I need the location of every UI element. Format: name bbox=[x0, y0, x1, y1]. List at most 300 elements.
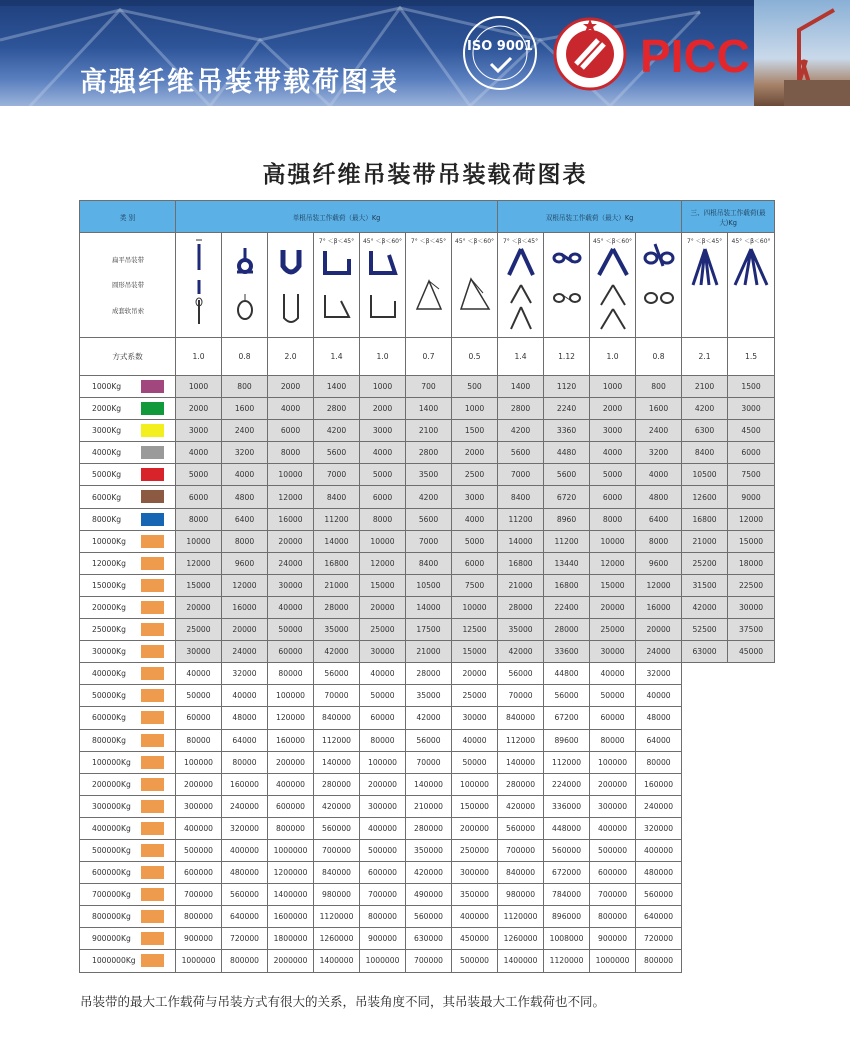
value-cell: 8400 bbox=[682, 442, 728, 464]
value-cell: 140000 bbox=[498, 751, 544, 773]
capacity-cell bbox=[80, 928, 176, 950]
value-cell: 16800 bbox=[498, 552, 544, 574]
value-cell: 1120000 bbox=[544, 950, 590, 972]
value-cell: 2800 bbox=[406, 442, 452, 464]
value-cell: 12500 bbox=[452, 619, 498, 641]
color-swatch bbox=[141, 490, 164, 503]
value-cell: 42000 bbox=[498, 641, 544, 663]
value-cell: 80000 bbox=[176, 729, 222, 751]
value-cell: 28000 bbox=[314, 596, 360, 618]
value-cell: 7000 bbox=[498, 464, 544, 486]
value-cell: 600000 bbox=[176, 862, 222, 884]
value-cell: 5600 bbox=[314, 442, 360, 464]
value-cell: 25000 bbox=[360, 619, 406, 641]
value-cell: 89600 bbox=[544, 729, 590, 751]
capacity-label: 1000000Kg bbox=[92, 956, 136, 966]
value-cell: 1000000 bbox=[176, 950, 222, 972]
value-cell: 300000 bbox=[590, 795, 636, 817]
value-cell: 2240 bbox=[544, 398, 590, 420]
value-cell: 40000 bbox=[360, 663, 406, 685]
value-cell: 30000 bbox=[452, 707, 498, 729]
value-cell: 33600 bbox=[544, 641, 590, 663]
value-cell: 48000 bbox=[636, 707, 682, 729]
capacity-label: 700000Kg bbox=[92, 890, 131, 900]
value-cell: 40000 bbox=[452, 729, 498, 751]
value-cell: 240000 bbox=[636, 795, 682, 817]
value-cell: 700000 bbox=[360, 884, 406, 906]
value-cell: 20000 bbox=[360, 596, 406, 618]
capacity-label: 12000Kg bbox=[92, 558, 126, 568]
value-cell: 2000 bbox=[452, 442, 498, 464]
icon-cell-triangle-7-45: 7° ＜β＜45° bbox=[406, 233, 452, 338]
value-cell: 2400 bbox=[222, 420, 268, 442]
table-row bbox=[80, 420, 775, 442]
value-cell: 900000 bbox=[590, 928, 636, 950]
value-cell: 490000 bbox=[406, 884, 452, 906]
value-cell: 224000 bbox=[544, 773, 590, 795]
color-swatch bbox=[141, 667, 164, 680]
empty-cell bbox=[682, 795, 775, 817]
basket-hitch-icon bbox=[271, 236, 311, 326]
value-cell: 64000 bbox=[636, 729, 682, 751]
iso-text: ISO 9001 bbox=[467, 39, 533, 54]
value-cell: 64000 bbox=[222, 729, 268, 751]
basket-wide-angle-icon bbox=[363, 245, 403, 325]
value-cell: 6000 bbox=[590, 486, 636, 508]
coefficient-cell: 0.8 bbox=[222, 338, 268, 376]
value-cell: 30000 bbox=[728, 596, 775, 618]
color-swatch bbox=[141, 756, 164, 769]
value-cell: 80000 bbox=[590, 729, 636, 751]
value-cell: 9000 bbox=[728, 486, 775, 508]
value-cell: 60000 bbox=[590, 707, 636, 729]
value-cell: 35000 bbox=[314, 619, 360, 641]
value-cell: 32000 bbox=[222, 663, 268, 685]
value-cell: 100000 bbox=[176, 751, 222, 773]
color-swatch bbox=[141, 932, 164, 945]
value-cell: 20000 bbox=[222, 619, 268, 641]
value-cell: 35000 bbox=[498, 619, 544, 641]
color-swatch bbox=[141, 513, 164, 526]
color-swatch bbox=[141, 866, 164, 879]
coefficient-cell: 1.4 bbox=[314, 338, 360, 376]
color-swatch bbox=[141, 888, 164, 901]
capacity-cell bbox=[80, 530, 176, 552]
value-cell: 14000 bbox=[406, 596, 452, 618]
value-cell: 5600 bbox=[544, 464, 590, 486]
table-row bbox=[80, 464, 775, 486]
value-cell: 112000 bbox=[314, 729, 360, 751]
value-cell: 50000 bbox=[590, 685, 636, 707]
value-cell: 56000 bbox=[544, 685, 590, 707]
empty-cell bbox=[682, 751, 775, 773]
value-cell: 12600 bbox=[682, 486, 728, 508]
value-cell: 1000000 bbox=[360, 950, 406, 972]
capacity-label: 2000Kg bbox=[92, 404, 122, 414]
capacity-label: 25000Kg bbox=[92, 625, 126, 635]
iso-9001-logo bbox=[461, 14, 539, 96]
value-cell: 31500 bbox=[682, 574, 728, 596]
value-cell: 30000 bbox=[590, 641, 636, 663]
value-cell: 280000 bbox=[498, 773, 544, 795]
value-cell: 1600 bbox=[222, 398, 268, 420]
table-row bbox=[80, 486, 775, 508]
value-cell: 13440 bbox=[544, 552, 590, 574]
value-cell: 4000 bbox=[452, 508, 498, 530]
value-cell: 24000 bbox=[222, 641, 268, 663]
capacity-label: 200000Kg bbox=[92, 779, 131, 789]
value-cell: 140000 bbox=[406, 773, 452, 795]
empty-cell bbox=[682, 950, 775, 972]
capacity-cell bbox=[80, 751, 176, 773]
value-cell: 42000 bbox=[314, 641, 360, 663]
value-cell: 3000 bbox=[728, 398, 775, 420]
icon-cell-vertical bbox=[176, 233, 222, 338]
value-cell: 1500 bbox=[452, 420, 498, 442]
coefficient-cell: 1.5 bbox=[728, 338, 775, 376]
value-cell: 480000 bbox=[222, 862, 268, 884]
banner-title: 高强纤维吊装带载荷图表 bbox=[80, 67, 399, 98]
value-cell: 10000 bbox=[176, 530, 222, 552]
value-cell: 3000 bbox=[452, 486, 498, 508]
table-row bbox=[80, 839, 775, 861]
value-cell: 500000 bbox=[360, 839, 406, 861]
value-cell: 448000 bbox=[544, 817, 590, 839]
value-cell: 25000 bbox=[176, 619, 222, 641]
capacity-cell bbox=[80, 574, 176, 596]
value-cell: 67200 bbox=[544, 707, 590, 729]
color-swatch bbox=[141, 910, 164, 923]
table-row bbox=[80, 884, 775, 906]
table-row bbox=[80, 619, 775, 641]
value-cell: 50000 bbox=[176, 685, 222, 707]
value-cell: 200000 bbox=[268, 751, 314, 773]
value-cell: 800000 bbox=[222, 950, 268, 972]
coefficient-cell: 1.0 bbox=[176, 338, 222, 376]
value-cell: 32000 bbox=[636, 663, 682, 685]
value-cell: 21000 bbox=[406, 641, 452, 663]
color-swatch bbox=[141, 557, 164, 570]
value-cell: 200000 bbox=[360, 773, 406, 795]
value-cell: 400000 bbox=[590, 817, 636, 839]
value-cell: 784000 bbox=[544, 884, 590, 906]
capacity-cell bbox=[80, 464, 176, 486]
round-sling-label: 圆形吊装带 bbox=[112, 281, 144, 289]
value-cell: 1000 bbox=[176, 376, 222, 398]
value-cell: 7500 bbox=[452, 574, 498, 596]
capacity-cell bbox=[80, 552, 176, 574]
color-swatch bbox=[141, 468, 164, 481]
value-cell: 2800 bbox=[498, 398, 544, 420]
value-cell: 800 bbox=[636, 376, 682, 398]
value-cell: 10000 bbox=[268, 464, 314, 486]
capacity-cell bbox=[80, 773, 176, 795]
value-cell: 45000 bbox=[728, 641, 775, 663]
empty-cell bbox=[682, 773, 775, 795]
capacity-cell bbox=[80, 729, 176, 751]
value-cell: 1400000 bbox=[314, 950, 360, 972]
value-cell: 2100 bbox=[682, 376, 728, 398]
empty-cell bbox=[682, 685, 775, 707]
icon-cell-double-45-60: 45° ＜β＜60° bbox=[590, 233, 636, 338]
choke-hitch-icon bbox=[225, 236, 265, 326]
value-cell: 400000 bbox=[636, 839, 682, 861]
value-cell: 7500 bbox=[728, 464, 775, 486]
value-cell: 15000 bbox=[728, 530, 775, 552]
coefficient-cell: 1.0 bbox=[360, 338, 406, 376]
table-row bbox=[80, 574, 775, 596]
value-cell: 400000 bbox=[360, 817, 406, 839]
value-cell: 600000 bbox=[268, 795, 314, 817]
value-cell: 700000 bbox=[314, 839, 360, 861]
value-cell: 672000 bbox=[544, 862, 590, 884]
color-swatch bbox=[141, 623, 164, 636]
value-cell: 4200 bbox=[314, 420, 360, 442]
coefficient-cell: 1.12 bbox=[544, 338, 590, 376]
value-cell: 400000 bbox=[452, 906, 498, 928]
value-cell: 630000 bbox=[406, 928, 452, 950]
double-choke-icon bbox=[547, 236, 587, 324]
value-cell: 9600 bbox=[222, 552, 268, 574]
table-row bbox=[80, 398, 775, 420]
value-cell: 10500 bbox=[682, 464, 728, 486]
value-cell: 1400 bbox=[406, 398, 452, 420]
table-row bbox=[80, 773, 775, 795]
value-cell: 37500 bbox=[728, 619, 775, 641]
value-cell: 5000 bbox=[590, 464, 636, 486]
value-cell: 500 bbox=[452, 376, 498, 398]
value-cell: 112000 bbox=[544, 751, 590, 773]
value-cell: 560000 bbox=[636, 884, 682, 906]
value-cell: 28000 bbox=[406, 663, 452, 685]
value-cell: 560000 bbox=[544, 839, 590, 861]
capacity-cell bbox=[80, 884, 176, 906]
value-cell: 3000 bbox=[176, 420, 222, 442]
value-cell: 560000 bbox=[314, 817, 360, 839]
icon-cell-double-choke-wide bbox=[636, 233, 682, 338]
capacity-cell bbox=[80, 486, 176, 508]
value-cell: 30000 bbox=[360, 641, 406, 663]
value-cell: 11200 bbox=[314, 508, 360, 530]
value-cell: 200000 bbox=[176, 773, 222, 795]
value-cell: 60000 bbox=[268, 641, 314, 663]
value-cell: 6000 bbox=[268, 420, 314, 442]
capacity-cell bbox=[80, 685, 176, 707]
table-row bbox=[80, 928, 775, 950]
china-top-brand-logo bbox=[552, 16, 628, 92]
value-cell: 5600 bbox=[498, 442, 544, 464]
value-cell: 280000 bbox=[314, 773, 360, 795]
value-cell: 10500 bbox=[406, 574, 452, 596]
value-cell: 240000 bbox=[222, 795, 268, 817]
value-cell: 6000 bbox=[176, 486, 222, 508]
multi-sling-header: 三、四根吊装工作载荷(最大)Kg bbox=[682, 201, 775, 233]
capacity-label: 5000Kg bbox=[92, 470, 122, 480]
empty-cell bbox=[682, 906, 775, 928]
value-cell: 800000 bbox=[268, 817, 314, 839]
color-swatch bbox=[141, 689, 164, 702]
value-cell: 600000 bbox=[360, 862, 406, 884]
value-cell: 700 bbox=[406, 376, 452, 398]
value-cell: 350000 bbox=[406, 839, 452, 861]
value-cell: 40000 bbox=[268, 596, 314, 618]
value-cell: 5000 bbox=[360, 464, 406, 486]
value-cell: 4000 bbox=[636, 464, 682, 486]
value-cell: 700000 bbox=[590, 884, 636, 906]
value-cell: 16000 bbox=[222, 596, 268, 618]
table-row bbox=[80, 663, 775, 685]
category-header: 类 别 bbox=[80, 201, 176, 233]
value-cell: 3200 bbox=[222, 442, 268, 464]
value-cell: 560000 bbox=[498, 817, 544, 839]
value-cell: 896000 bbox=[544, 906, 590, 928]
value-cell: 25200 bbox=[682, 552, 728, 574]
capacity-cell bbox=[80, 442, 176, 464]
coefficient-cell: 0.8 bbox=[636, 338, 682, 376]
value-cell: 3000 bbox=[590, 420, 636, 442]
color-swatch bbox=[141, 380, 164, 393]
coefficient-cell: 0.5 bbox=[452, 338, 498, 376]
capacity-label: 4000Kg bbox=[92, 448, 122, 458]
value-cell: 100000 bbox=[590, 751, 636, 773]
value-cell: 400000 bbox=[176, 817, 222, 839]
value-cell: 14000 bbox=[498, 530, 544, 552]
table-row bbox=[80, 751, 775, 773]
value-cell: 1400000 bbox=[498, 950, 544, 972]
value-cell: 5000 bbox=[452, 530, 498, 552]
value-cell: 300000 bbox=[360, 795, 406, 817]
value-cell: 4000 bbox=[360, 442, 406, 464]
single-sling-header: 单根吊装工作载荷（最大）Kg bbox=[176, 201, 498, 233]
value-cell: 1400 bbox=[314, 376, 360, 398]
port-crane-photo bbox=[754, 0, 850, 106]
table-row bbox=[80, 817, 775, 839]
value-cell: 7000 bbox=[314, 464, 360, 486]
icon-cell-multi-45-60: 45° ＜β＜60° bbox=[728, 233, 775, 338]
value-cell: 15000 bbox=[360, 574, 406, 596]
value-cell: 52500 bbox=[682, 619, 728, 641]
value-cell: 40000 bbox=[222, 685, 268, 707]
color-swatch bbox=[141, 645, 164, 658]
capacity-cell bbox=[80, 663, 176, 685]
capacity-label: 40000Kg bbox=[92, 669, 126, 679]
value-cell: 17500 bbox=[406, 619, 452, 641]
value-cell: 12000 bbox=[222, 574, 268, 596]
value-cell: 140000 bbox=[314, 751, 360, 773]
value-cell: 70000 bbox=[498, 685, 544, 707]
value-cell: 100000 bbox=[268, 685, 314, 707]
value-cell: 10000 bbox=[590, 530, 636, 552]
value-cell: 16000 bbox=[636, 596, 682, 618]
capacity-label: 100000Kg bbox=[92, 757, 131, 767]
capacity-cell bbox=[80, 596, 176, 618]
value-cell: 500000 bbox=[452, 950, 498, 972]
value-cell: 3200 bbox=[636, 442, 682, 464]
value-cell: 200000 bbox=[590, 773, 636, 795]
value-cell: 4800 bbox=[222, 486, 268, 508]
value-cell: 80000 bbox=[268, 663, 314, 685]
value-cell: 6720 bbox=[544, 486, 590, 508]
capacity-label: 8000Kg bbox=[92, 514, 122, 524]
value-cell: 800000 bbox=[360, 906, 406, 928]
capacity-cell bbox=[80, 641, 176, 663]
value-cell: 10000 bbox=[360, 530, 406, 552]
empty-cell bbox=[682, 817, 775, 839]
value-cell: 1400000 bbox=[268, 884, 314, 906]
color-swatch bbox=[141, 800, 164, 813]
coefficient-cell: 0.7 bbox=[406, 338, 452, 376]
table-row bbox=[80, 530, 775, 552]
value-cell: 1200000 bbox=[268, 862, 314, 884]
value-cell: 1400 bbox=[498, 376, 544, 398]
value-cell: 6000 bbox=[728, 442, 775, 464]
multi-leg-sling-icon bbox=[685, 245, 725, 325]
capacity-label: 900000Kg bbox=[92, 934, 131, 944]
value-cell: 80000 bbox=[222, 751, 268, 773]
value-cell: 2800 bbox=[314, 398, 360, 420]
value-cell: 15000 bbox=[452, 641, 498, 663]
value-cell: 1600000 bbox=[268, 906, 314, 928]
value-cell: 8000 bbox=[360, 508, 406, 530]
value-cell: 980000 bbox=[498, 884, 544, 906]
value-cell: 320000 bbox=[636, 817, 682, 839]
capacity-label: 15000Kg bbox=[92, 580, 126, 590]
value-cell: 640000 bbox=[636, 906, 682, 928]
table-row bbox=[80, 685, 775, 707]
value-cell: 700000 bbox=[498, 839, 544, 861]
value-cell: 25000 bbox=[590, 619, 636, 641]
value-cell: 1000000 bbox=[268, 839, 314, 861]
value-cell: 420000 bbox=[314, 795, 360, 817]
capacity-cell bbox=[80, 795, 176, 817]
value-cell: 5600 bbox=[406, 508, 452, 530]
value-cell: 4500 bbox=[728, 420, 775, 442]
color-swatch bbox=[141, 601, 164, 614]
value-cell: 980000 bbox=[314, 884, 360, 906]
value-cell: 840000 bbox=[498, 707, 544, 729]
value-cell: 840000 bbox=[314, 707, 360, 729]
table-row bbox=[80, 596, 775, 618]
value-cell: 1120000 bbox=[314, 906, 360, 928]
value-cell: 450000 bbox=[452, 928, 498, 950]
value-cell: 30000 bbox=[268, 574, 314, 596]
value-cell: 6400 bbox=[222, 508, 268, 530]
coefficient-label: 方式系数 bbox=[80, 338, 176, 376]
value-cell: 420000 bbox=[406, 862, 452, 884]
flat-sling-label: 扁平吊装带 bbox=[112, 256, 144, 264]
capacity-cell bbox=[80, 398, 176, 420]
value-cell: 2000 bbox=[590, 398, 636, 420]
capacity-cell bbox=[80, 950, 176, 972]
value-cell: 8000 bbox=[222, 530, 268, 552]
picc-logo bbox=[640, 30, 750, 78]
value-cell: 20000 bbox=[452, 663, 498, 685]
value-cell: 12000 bbox=[360, 552, 406, 574]
value-cell: 420000 bbox=[498, 795, 544, 817]
value-cell: 720000 bbox=[222, 928, 268, 950]
value-cell: 70000 bbox=[314, 685, 360, 707]
value-cell: 8960 bbox=[544, 508, 590, 530]
value-cell: 4200 bbox=[498, 420, 544, 442]
value-cell: 560000 bbox=[406, 906, 452, 928]
capacity-label: 80000Kg bbox=[92, 735, 126, 745]
value-cell: 210000 bbox=[406, 795, 452, 817]
value-cell: 15000 bbox=[590, 574, 636, 596]
capacity-label: 400000Kg bbox=[92, 823, 131, 833]
table-row bbox=[80, 641, 775, 663]
multi-leg-wide-sling-icon bbox=[731, 245, 771, 325]
value-cell: 1000 bbox=[590, 376, 636, 398]
